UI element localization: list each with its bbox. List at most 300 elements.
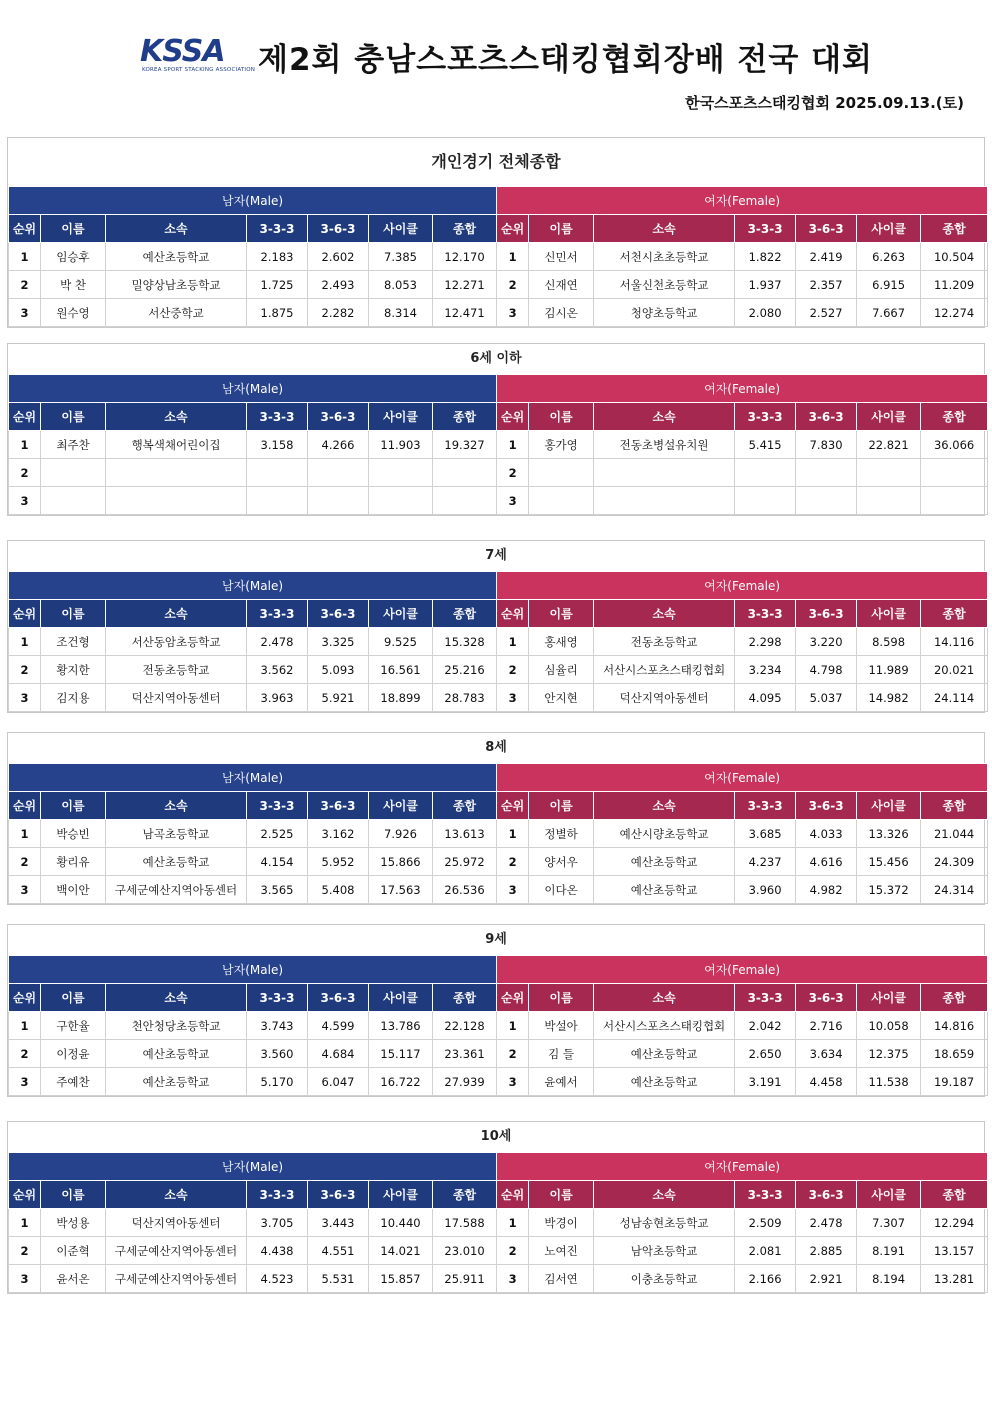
column-header: 이름 (41, 600, 106, 628)
female-score-333-cell: 1.937 (735, 271, 796, 299)
column-header: 이름 (41, 403, 106, 431)
female-rank-cell: 1 (497, 243, 529, 271)
male-score-total-cell: 25.972 (433, 848, 497, 876)
female-score-363-cell: 5.037 (796, 684, 857, 712)
female-org-cell: 예산초등학교 (594, 848, 735, 876)
column-header: 이름 (529, 215, 594, 243)
male-name-cell: 박성용 (41, 1209, 106, 1237)
female-rank-cell: 2 (497, 656, 529, 684)
column-header: 3-3-3 (735, 984, 796, 1012)
column-header: 3-6-3 (796, 1181, 857, 1209)
section-title: 9세 (485, 932, 507, 947)
male-org-cell: 예산초등학교 (106, 848, 247, 876)
female-name-cell: 박설아 (529, 1012, 594, 1040)
female-score-cycle-cell: 10.058 (857, 1012, 921, 1040)
female-score-333-cell: 2.509 (735, 1209, 796, 1237)
column-header: 3-3-3 (247, 984, 308, 1012)
column-header: 3-3-3 (735, 215, 796, 243)
male-name-cell: 구한율 (41, 1012, 106, 1040)
female-score-total-cell: 24.114 (921, 684, 988, 712)
female-score-cycle-cell: 8.598 (857, 628, 921, 656)
male-score-cycle-cell: 17.563 (369, 876, 433, 904)
female-score-333-cell: 4.237 (735, 848, 796, 876)
male-rank-cell: 1 (9, 1209, 41, 1237)
male-header: 남자(Male) (9, 1153, 497, 1181)
male-score-cycle-cell: 13.786 (369, 1012, 433, 1040)
column-header: 3-6-3 (796, 792, 857, 820)
results-table (8, 374, 988, 515)
female-header: 여자(Female) (497, 956, 988, 984)
male-org-cell (106, 487, 247, 515)
male-score-363-cell: 5.952 (308, 848, 369, 876)
female-name-cell: 신민서 (529, 243, 594, 271)
male-score-cycle-cell (369, 459, 433, 487)
male-score-333-cell: 4.523 (247, 1265, 308, 1293)
male-score-363-cell (308, 459, 369, 487)
female-org-cell: 덕산지역아동센터 (594, 684, 735, 712)
female-org-cell: 예산초등학교 (594, 1040, 735, 1068)
table-row (9, 431, 988, 459)
female-score-333-cell: 2.166 (735, 1265, 796, 1293)
column-header: 사이클 (369, 215, 433, 243)
female-name-cell: 양서우 (529, 848, 594, 876)
male-score-cycle-cell: 9.525 (369, 628, 433, 656)
male-rank-cell: 1 (9, 243, 41, 271)
male-header: 남자(Male) (9, 956, 497, 984)
male-score-total-cell (433, 487, 497, 515)
male-score-333-cell: 3.560 (247, 1040, 308, 1068)
female-rank-cell: 3 (497, 299, 529, 327)
female-score-total-cell (921, 487, 988, 515)
column-header: 순위 (497, 403, 529, 431)
results-section (7, 1121, 985, 1294)
male-header: 남자(Male) (9, 187, 497, 215)
female-score-363-cell: 2.357 (796, 271, 857, 299)
table-row (9, 628, 988, 656)
female-score-total-cell: 13.281 (921, 1265, 988, 1293)
female-score-363-cell: 2.419 (796, 243, 857, 271)
column-header: 순위 (9, 984, 41, 1012)
male-org-cell: 천안청당초등학교 (106, 1012, 247, 1040)
female-score-363-cell: 2.527 (796, 299, 857, 327)
column-header: 순위 (9, 1181, 41, 1209)
female-score-333-cell: 2.081 (735, 1237, 796, 1265)
female-header: 여자(Female) (497, 1153, 988, 1181)
male-score-333-cell (247, 487, 308, 515)
male-score-363-cell: 5.093 (308, 656, 369, 684)
male-score-333-cell (247, 459, 308, 487)
female-org-cell: 전동초병설유치원 (594, 431, 735, 459)
column-header: 3-6-3 (308, 215, 369, 243)
male-score-cycle-cell: 11.903 (369, 431, 433, 459)
male-score-cycle-cell: 15.866 (369, 848, 433, 876)
column-header: 사이클 (369, 600, 433, 628)
male-name-cell: 박 찬 (41, 271, 106, 299)
male-rank-cell: 1 (9, 628, 41, 656)
male-score-total-cell: 23.361 (433, 1040, 497, 1068)
male-score-333-cell: 1.875 (247, 299, 308, 327)
logo-subtitle: KOREA SPORT STACKING ASSOCIATION (142, 67, 256, 73)
male-score-363-cell: 4.599 (308, 1012, 369, 1040)
male-score-333-cell: 3.963 (247, 684, 308, 712)
male-rank-cell: 3 (9, 1068, 41, 1096)
male-rank-cell: 1 (9, 431, 41, 459)
male-score-363-cell: 2.282 (308, 299, 369, 327)
female-score-cycle-cell: 22.821 (857, 431, 921, 459)
table-row (9, 1265, 988, 1293)
female-score-363-cell: 3.220 (796, 628, 857, 656)
female-name-cell: 김 들 (529, 1040, 594, 1068)
male-score-363-cell: 3.443 (308, 1209, 369, 1237)
column-header: 3-3-3 (735, 600, 796, 628)
column-header: 소속 (594, 984, 735, 1012)
male-score-total-cell: 12.471 (433, 299, 497, 327)
column-header: 3-6-3 (796, 403, 857, 431)
female-header: 여자(Female) (497, 764, 988, 792)
female-score-333-cell: 4.095 (735, 684, 796, 712)
table-row (9, 487, 988, 515)
column-header: 소속 (106, 984, 247, 1012)
male-org-cell: 서산동암초등학교 (106, 628, 247, 656)
column-header: 종합 (433, 403, 497, 431)
female-name-cell: 홍가영 (529, 431, 594, 459)
female-rank-cell: 3 (497, 684, 529, 712)
column-header: 순위 (497, 600, 529, 628)
female-score-cycle-cell: 8.194 (857, 1265, 921, 1293)
female-score-total-cell: 24.314 (921, 876, 988, 904)
female-score-total-cell: 36.066 (921, 431, 988, 459)
female-name-cell: 안지현 (529, 684, 594, 712)
male-rank-cell: 2 (9, 1237, 41, 1265)
male-header: 남자(Male) (9, 572, 497, 600)
female-name-cell: 홍새영 (529, 628, 594, 656)
female-org-cell (594, 459, 735, 487)
female-score-cycle-cell: 15.456 (857, 848, 921, 876)
female-rank-cell: 2 (497, 1040, 529, 1068)
male-score-total-cell (433, 459, 497, 487)
male-name-cell (41, 487, 106, 515)
female-org-cell: 예산초등학교 (594, 876, 735, 904)
column-header: 종합 (433, 792, 497, 820)
female-score-total-cell: 11.209 (921, 271, 988, 299)
female-score-363-cell: 4.033 (796, 820, 857, 848)
female-score-363-cell: 2.716 (796, 1012, 857, 1040)
female-rank-cell: 2 (497, 459, 529, 487)
female-score-total-cell: 12.294 (921, 1209, 988, 1237)
female-rank-cell: 1 (497, 1012, 529, 1040)
column-header: 소속 (594, 215, 735, 243)
female-score-total-cell: 10.504 (921, 243, 988, 271)
female-score-total-cell: 18.659 (921, 1040, 988, 1068)
column-header: 3-3-3 (247, 792, 308, 820)
male-score-333-cell: 3.743 (247, 1012, 308, 1040)
organization-and-date: 한국스포츠스태킹협회 2025.09.13.(토) (685, 94, 964, 112)
female-score-total-cell: 12.274 (921, 299, 988, 327)
female-org-cell: 서산시스포츠스태킹협회 (594, 1012, 735, 1040)
female-rank-cell: 1 (497, 820, 529, 848)
male-score-333-cell: 2.478 (247, 628, 308, 656)
male-org-cell: 예산초등학교 (106, 1040, 247, 1068)
female-score-363-cell (796, 487, 857, 515)
male-score-total-cell: 15.328 (433, 628, 497, 656)
female-score-363-cell: 4.458 (796, 1068, 857, 1096)
male-name-cell: 주예찬 (41, 1068, 106, 1096)
male-org-cell: 밀양상남초등학교 (106, 271, 247, 299)
female-score-333-cell: 3.960 (735, 876, 796, 904)
male-rank-cell: 2 (9, 1040, 41, 1068)
column-header: 3-3-3 (735, 403, 796, 431)
female-score-333-cell: 5.415 (735, 431, 796, 459)
column-header: 3-6-3 (308, 792, 369, 820)
female-score-333-cell: 2.080 (735, 299, 796, 327)
male-score-total-cell: 25.216 (433, 656, 497, 684)
results-table (8, 571, 988, 712)
female-score-cycle-cell: 15.372 (857, 876, 921, 904)
male-score-cycle-cell (369, 487, 433, 515)
column-header: 3-6-3 (308, 600, 369, 628)
results-table (8, 763, 988, 904)
column-header: 종합 (433, 600, 497, 628)
column-header: 이름 (41, 792, 106, 820)
table-row (9, 1068, 988, 1096)
column-header: 이름 (529, 984, 594, 1012)
female-name-cell (529, 459, 594, 487)
female-score-333-cell (735, 487, 796, 515)
female-score-333-cell: 3.685 (735, 820, 796, 848)
column-header: 이름 (529, 792, 594, 820)
female-score-cycle-cell: 6.915 (857, 271, 921, 299)
female-score-cycle-cell: 7.307 (857, 1209, 921, 1237)
document-header (0, 0, 992, 130)
female-name-cell: 정별하 (529, 820, 594, 848)
table-row (9, 1209, 988, 1237)
female-score-total-cell: 20.021 (921, 656, 988, 684)
male-rank-cell: 2 (9, 271, 41, 299)
male-rank-cell: 3 (9, 876, 41, 904)
male-score-total-cell: 27.939 (433, 1068, 497, 1096)
male-score-total-cell: 25.911 (433, 1265, 497, 1293)
male-org-cell: 전동초등학교 (106, 656, 247, 684)
table-row (9, 1012, 988, 1040)
column-header: 이름 (41, 1181, 106, 1209)
male-score-total-cell: 26.536 (433, 876, 497, 904)
male-score-cycle-cell: 16.561 (369, 656, 433, 684)
female-score-total-cell: 19.187 (921, 1068, 988, 1096)
female-org-cell: 전동초등학교 (594, 628, 735, 656)
male-score-cycle-cell: 18.899 (369, 684, 433, 712)
male-name-cell: 김지용 (41, 684, 106, 712)
female-score-363-cell: 2.921 (796, 1265, 857, 1293)
column-header: 순위 (497, 215, 529, 243)
male-score-total-cell: 22.128 (433, 1012, 497, 1040)
column-header: 종합 (433, 984, 497, 1012)
female-score-363-cell: 4.982 (796, 876, 857, 904)
female-score-cycle-cell: 7.667 (857, 299, 921, 327)
male-score-total-cell: 19.327 (433, 431, 497, 459)
female-score-cycle-cell: 13.326 (857, 820, 921, 848)
female-score-total-cell (921, 459, 988, 487)
column-header: 이름 (41, 215, 106, 243)
female-score-cycle-cell (857, 487, 921, 515)
male-org-cell: 구세군예산지역아동센터 (106, 1237, 247, 1265)
female-score-333-cell: 3.234 (735, 656, 796, 684)
column-header: 사이클 (369, 1181, 433, 1209)
male-name-cell (41, 459, 106, 487)
table-row (9, 1040, 988, 1068)
female-header: 여자(Female) (497, 375, 988, 403)
results-table (8, 1152, 988, 1293)
female-header: 여자(Female) (497, 572, 988, 600)
male-org-cell: 예산초등학교 (106, 1068, 247, 1096)
male-org-cell: 행복색채어린이집 (106, 431, 247, 459)
results-section (7, 732, 985, 905)
column-header: 순위 (497, 1181, 529, 1209)
table-row (9, 656, 988, 684)
female-score-333-cell: 1.822 (735, 243, 796, 271)
female-score-cycle-cell: 14.982 (857, 684, 921, 712)
male-score-363-cell: 3.325 (308, 628, 369, 656)
male-name-cell: 백이안 (41, 876, 106, 904)
logo-wordmark: KSSA (140, 34, 225, 69)
female-name-cell: 노여진 (529, 1237, 594, 1265)
female-rank-cell: 2 (497, 1237, 529, 1265)
female-score-363-cell (796, 459, 857, 487)
table-row (9, 820, 988, 848)
female-rank-cell: 2 (497, 271, 529, 299)
column-header: 3-6-3 (308, 403, 369, 431)
column-header: 소속 (594, 403, 735, 431)
table-row (9, 848, 988, 876)
male-org-cell: 예산초등학교 (106, 243, 247, 271)
document-title: 제2회 충남스포츠스태킹협회장배 전국 대회 (258, 42, 873, 78)
female-score-total-cell: 24.309 (921, 848, 988, 876)
results-section (7, 137, 985, 328)
female-org-cell: 예산시량초등학교 (594, 820, 735, 848)
male-score-total-cell: 12.271 (433, 271, 497, 299)
male-rank-cell: 3 (9, 299, 41, 327)
female-rank-cell: 3 (497, 1265, 529, 1293)
column-header: 종합 (433, 1181, 497, 1209)
male-rank-cell: 3 (9, 1265, 41, 1293)
female-score-363-cell: 4.798 (796, 656, 857, 684)
female-score-333-cell: 2.298 (735, 628, 796, 656)
male-score-333-cell: 3.705 (247, 1209, 308, 1237)
column-header: 소속 (106, 215, 247, 243)
female-score-total-cell: 14.816 (921, 1012, 988, 1040)
column-header: 소속 (594, 1181, 735, 1209)
male-score-363-cell: 5.408 (308, 876, 369, 904)
column-header: 3-3-3 (247, 215, 308, 243)
column-header: 순위 (9, 403, 41, 431)
female-org-cell: 서산시스포츠스태킹협회 (594, 656, 735, 684)
female-name-cell: 이다온 (529, 876, 594, 904)
male-rank-cell: 3 (9, 684, 41, 712)
male-name-cell: 최주찬 (41, 431, 106, 459)
results-section (7, 343, 985, 516)
female-score-cycle-cell: 12.375 (857, 1040, 921, 1068)
male-org-cell: 구세군예산지역아동센터 (106, 876, 247, 904)
section-title: 8세 (485, 740, 507, 755)
male-rank-cell: 1 (9, 820, 41, 848)
male-name-cell: 임승후 (41, 243, 106, 271)
section-title: 개인경기 전체종합 (431, 152, 561, 171)
male-score-cycle-cell: 15.857 (369, 1265, 433, 1293)
male-score-cycle-cell: 8.053 (369, 271, 433, 299)
female-score-cycle-cell (857, 459, 921, 487)
male-score-total-cell: 17.588 (433, 1209, 497, 1237)
male-header: 남자(Male) (9, 764, 497, 792)
male-score-total-cell: 13.613 (433, 820, 497, 848)
column-header: 소속 (106, 1181, 247, 1209)
male-score-333-cell: 2.525 (247, 820, 308, 848)
column-header: 종합 (921, 215, 988, 243)
male-header: 남자(Male) (9, 375, 497, 403)
female-score-cycle-cell: 11.989 (857, 656, 921, 684)
section-title: 6세 이하 (470, 351, 522, 366)
male-score-363-cell: 6.047 (308, 1068, 369, 1096)
male-score-363-cell: 2.493 (308, 271, 369, 299)
column-header: 3-6-3 (796, 215, 857, 243)
male-org-cell: 구세군예산지역아동센터 (106, 1265, 247, 1293)
male-score-363-cell: 3.162 (308, 820, 369, 848)
column-header: 3-6-3 (308, 984, 369, 1012)
column-header: 사이클 (857, 792, 921, 820)
column-header: 종합 (433, 215, 497, 243)
column-header: 사이클 (369, 984, 433, 1012)
male-score-total-cell: 28.783 (433, 684, 497, 712)
male-score-363-cell: 4.551 (308, 1237, 369, 1265)
column-header: 소속 (594, 600, 735, 628)
female-org-cell: 이충초등학교 (594, 1265, 735, 1293)
female-name-cell: 박경이 (529, 1209, 594, 1237)
female-score-333-cell (735, 459, 796, 487)
male-name-cell: 이준혁 (41, 1237, 106, 1265)
table-row (9, 459, 988, 487)
female-name-cell: 심율리 (529, 656, 594, 684)
column-header: 종합 (921, 600, 988, 628)
results-table (8, 186, 988, 327)
female-score-363-cell: 4.616 (796, 848, 857, 876)
column-header: 종합 (921, 403, 988, 431)
female-org-cell: 서천시초초등학교 (594, 243, 735, 271)
female-score-363-cell: 7.830 (796, 431, 857, 459)
male-score-333-cell: 5.170 (247, 1068, 308, 1096)
column-header: 3-3-3 (247, 403, 308, 431)
results-section (7, 540, 985, 713)
female-score-363-cell: 2.478 (796, 1209, 857, 1237)
table-row (9, 271, 988, 299)
column-header: 소속 (594, 792, 735, 820)
male-score-333-cell: 3.562 (247, 656, 308, 684)
female-score-363-cell: 2.885 (796, 1237, 857, 1265)
male-score-cycle-cell: 15.117 (369, 1040, 433, 1068)
male-score-cycle-cell: 16.722 (369, 1068, 433, 1096)
male-score-cycle-cell: 14.021 (369, 1237, 433, 1265)
column-header: 사이클 (857, 600, 921, 628)
female-score-cycle-cell: 11.538 (857, 1068, 921, 1096)
female-score-cycle-cell: 8.191 (857, 1237, 921, 1265)
table-row (9, 1237, 988, 1265)
male-rank-cell: 2 (9, 848, 41, 876)
male-name-cell: 이정윤 (41, 1040, 106, 1068)
female-score-total-cell: 14.116 (921, 628, 988, 656)
column-header: 소속 (106, 600, 247, 628)
female-rank-cell: 1 (497, 1209, 529, 1237)
female-rank-cell: 3 (497, 1068, 529, 1096)
male-score-333-cell: 4.154 (247, 848, 308, 876)
column-header: 순위 (9, 600, 41, 628)
column-header: 이름 (529, 403, 594, 431)
